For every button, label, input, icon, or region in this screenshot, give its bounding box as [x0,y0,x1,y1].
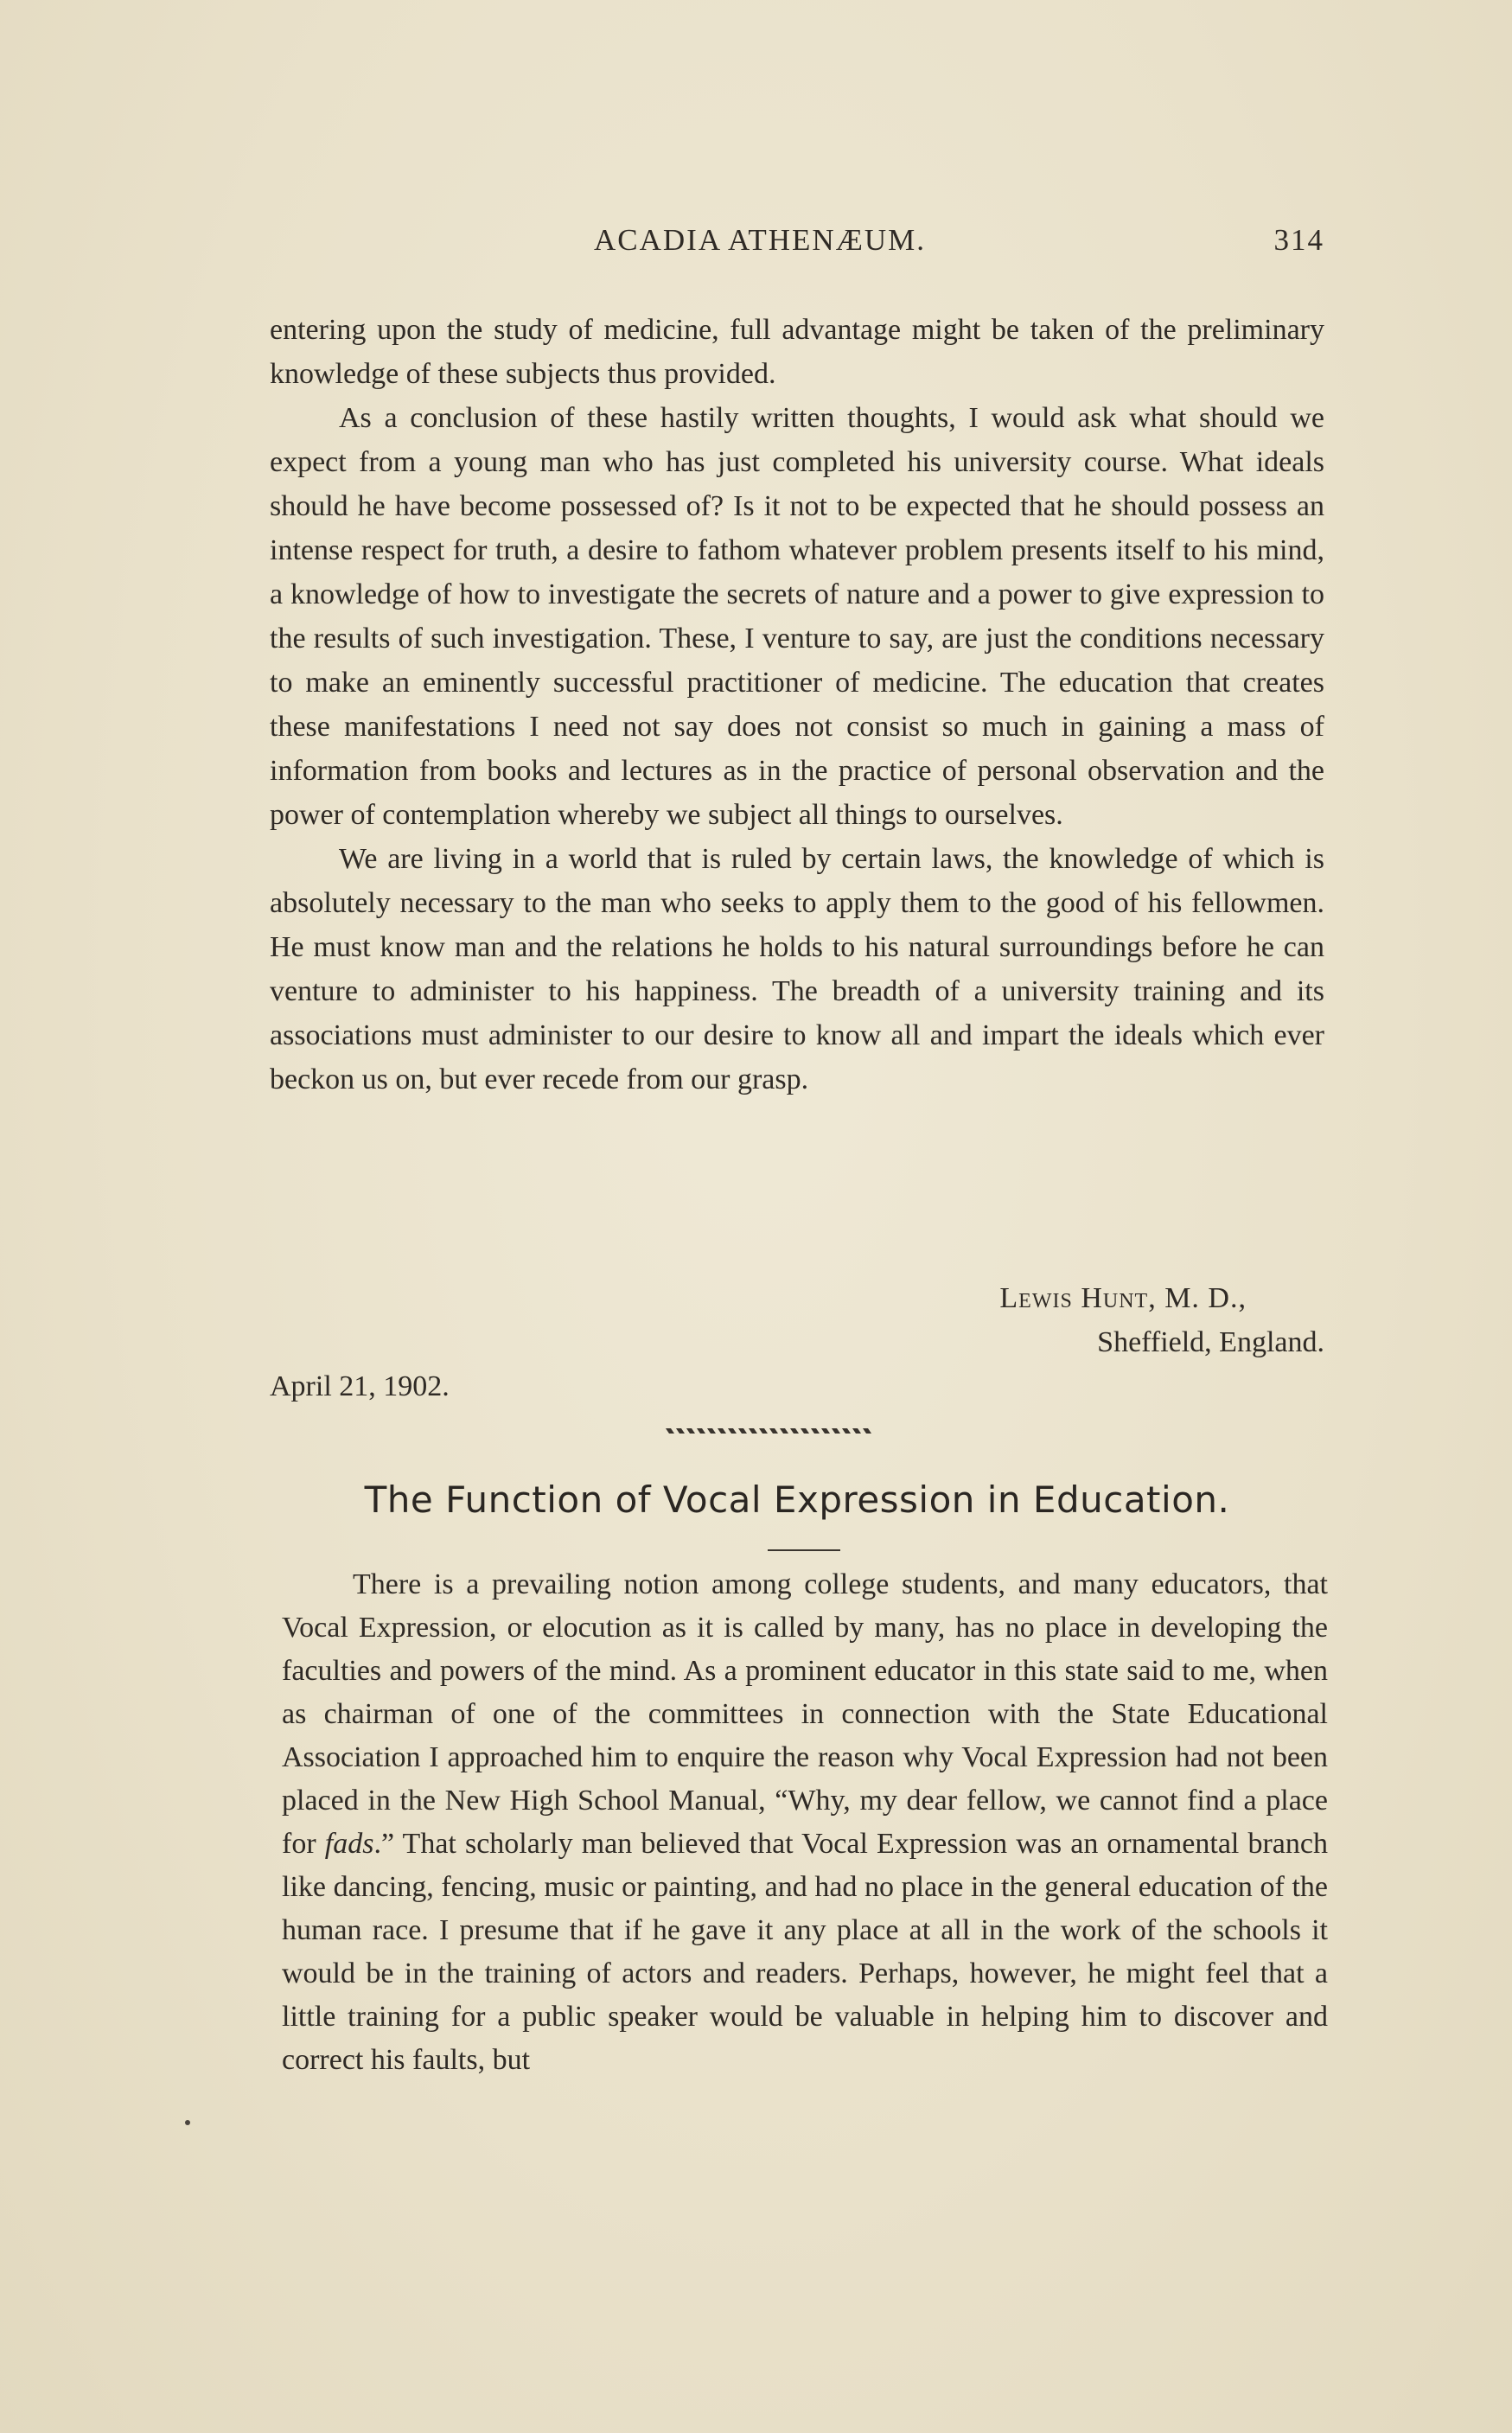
article-text-part: .” That scholarly man believed that Vocal Expression was an ornamental branch like dancing, fencing, music or painting, and had no place in the general education of the human race. I presume that if he gave it any place at all in the work of the schools it would be in the training of actors and readers. Perhaps, however, he might feel that a little training for a public speaker would be valuable in helping him to discover and correct his faults, but [282,1828,1328,2076]
signature-place: Sheffield, England. [1097,1326,1324,1358]
letter-signature [270,1276,1324,1406]
article-text-part: There is a prevailing notion among college students, and many educators, that Vocal Expression, or elocution as it is called by many, has no place in developing the faculties and powers of the mind. As a prominent educator in this state said to me, when as chairman of one of the committees in connection with the State Educational Association I approached him to enquire the reason why Vocal Expression had not been placed in the New High School Manual, “Why, my dear fellow, we cannot find a place for [282,1568,1328,1860]
running-title: ACADIA ATHENÆUM. [594,223,926,257]
letter-paragraph: We are living in a world that is ruled by certain laws, the knowledge of which is absolutely necessary to the man who seeks to apply them to the good of his fellowmen. He must know man and the relations he holds to his natural surroundings before he can venture to administer to his happiness. The breadth of a university training and its associations must administer to our desire to know all and impart the ideals which ever beckon us on, but ever recede from our grasp. [270,843,1324,1095]
running-head [270,223,1324,266]
section-divider-ornament [666,1425,890,1437]
letter-date: April 21, 1902. [270,1370,450,1402]
letter-paragraph: entering upon the study of medicine, full advantage might be taken of the preliminary knowledge of these subjects thus provided. [270,314,1324,390]
article-body [282,1563,1328,2082]
divider-ornament-graphic [666,1425,890,1437]
page-number: 314 [1273,223,1324,257]
article-paragraph [282,1563,1328,2082]
article-title: The Function of Vocal Expression in Education. [364,1478,1230,1521]
article-italic-word: fads [324,1828,374,1860]
letter-text [270,308,1324,1102]
title-rule [768,1549,840,1551]
signature-name: Lewis Hunt, M. D., [999,1282,1247,1314]
letter-paragraph: As a conclusion of these hastily written thoughts, I would ask what should we expect from a young man who has just completed his university course. What ideals should he have become possessed of? Is it not to be expected that he should possess an intense respect for truth, a desire to fathom whatever problem presents itself to his mind, a knowledge of how to investigate the secrets of nature and a power to give expression to the results of such investigation. These, I venture to say, are just the conditions necessary to make an eminently successful practitioner of medicine. The education that creates these manifestations I need not say does not consist so much in gaining a mass of information from books and lectures as in the practice of personal observation and the power of contemplation whereby we subject all things to ourselves. [270,402,1324,831]
paper-speck [185,2120,190,2125]
